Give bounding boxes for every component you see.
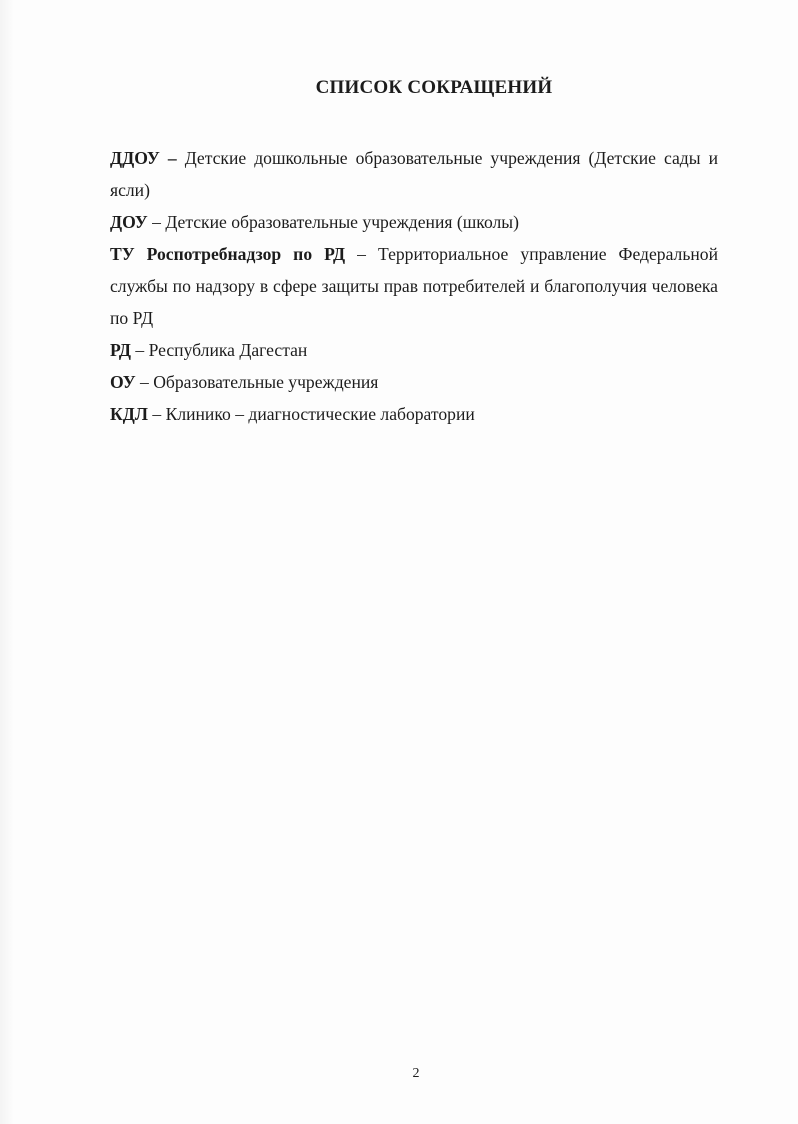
abbreviation-definition: – Образовательные учреждения: [135, 372, 379, 392]
abbreviation-term: ДОУ: [110, 212, 148, 232]
abbreviation-definition: – Республика Дагестан: [130, 340, 308, 360]
abbreviation-definition: – Детские образовательные учреждения (школы): [147, 212, 519, 232]
abbreviation-term: ДДОУ –: [110, 148, 177, 168]
abbreviation-list: [110, 142, 718, 430]
page-number: 2: [412, 1066, 420, 1081]
abbreviation-definition: Детские дошкольные образовательные учреждения (Детские сады и ясли): [110, 148, 718, 200]
abbreviation-term: ОУ: [110, 372, 136, 392]
abbreviation-entry-rd: [110, 334, 718, 366]
abbreviation-definition: – Территориальное управление Федеральной службы по надзору в сфере защиты прав потребителей и благополучия человека по РД: [110, 244, 718, 328]
abbreviation-entry-kdl: [110, 398, 718, 430]
abbreviation-entry-ddou: [110, 142, 718, 206]
abbreviation-entry-dou: [110, 206, 718, 238]
abbreviation-definition: – Клинико – диагностические лаборатории: [147, 404, 475, 424]
abbreviation-entry-tu-rospotrebnadzor: [110, 238, 718, 334]
abbreviation-entry-ou: [110, 366, 718, 398]
abbreviation-term: РД: [110, 340, 131, 360]
abbreviation-term: КДЛ: [110, 404, 148, 424]
page-title: СПИСОК СОКРАЩЕНИЙ: [315, 77, 553, 98]
abbreviation-term: ТУ Роспотребнадзор по РД: [110, 244, 346, 264]
